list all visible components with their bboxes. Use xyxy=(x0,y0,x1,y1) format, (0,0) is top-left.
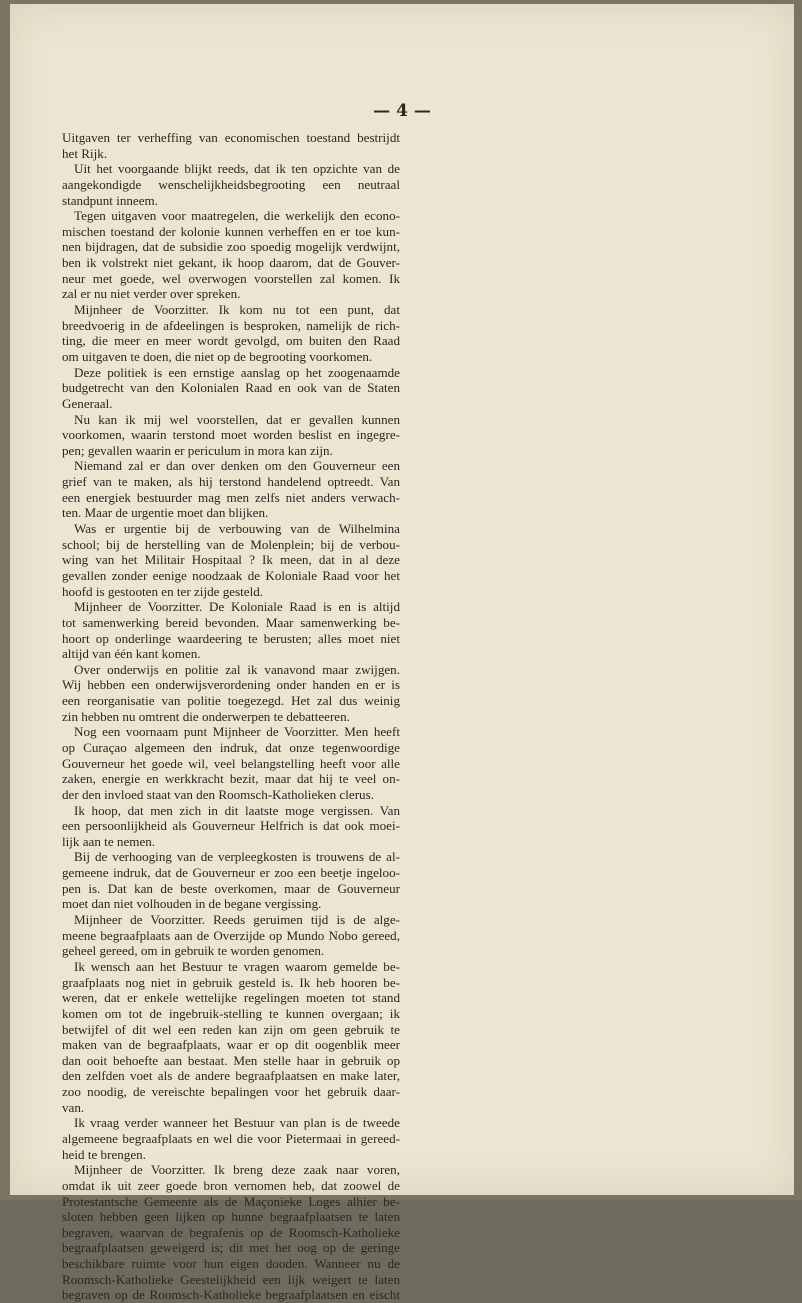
text-line: ten. Maar de urgentie moet dan blijken. xyxy=(62,505,269,521)
text-line: begraven op de Roomsch-Katholieke begraafplaatsen en eischt xyxy=(62,1287,400,1303)
paragraph xyxy=(62,302,400,365)
text-line: gemeene indruk, dat de Gouverneur er zoo een beetje ingeloo- xyxy=(62,865,400,881)
text-line: weren, dat er enkele wettelijke regelingen moeten tot stand xyxy=(62,990,400,1006)
text-line: school; bij de herstelling van de Molenplein; bij de verbou- xyxy=(62,536,400,552)
text-line: ben ik volstrekt niet gekant, ik hoop daarom, dat de Gouver- xyxy=(62,255,400,271)
text-line: aangekondigde wenschelijkheidsbegrooting een neutraal xyxy=(62,176,400,192)
text-line: breedvoerig in de afdeelingen is besproken, namelijk de rich- xyxy=(62,317,400,333)
text-line: betwijfel of dit wel een reden kan zijn om geen gebruik te xyxy=(62,1021,400,1037)
paragraph xyxy=(62,724,400,802)
text-line: meene begraafplaats aan de Overzijde op Mundo Nobo gereed, xyxy=(62,927,400,943)
paragraph xyxy=(62,1115,400,1162)
text-line: Deze politiek is een ernstige aanslag op het zoogenaamde xyxy=(74,364,400,380)
paragraph xyxy=(62,1162,400,1303)
text-line: voorkomen, waarin terstond moet worden beslist en ingegre- xyxy=(62,427,400,443)
text-line: standpunt inneem. xyxy=(62,192,159,208)
text-line: Mijnheer de Voorzitter. Reeds geruimen tijd is de alge- xyxy=(74,912,400,928)
text-line: Generaal. xyxy=(62,395,113,411)
text-line: Nu kan ik mij wel voorstellen, dat er gevallen kunnen xyxy=(74,411,400,427)
text-line: mischen toestand der kolonie kunnen verheffen en er toe kun- xyxy=(62,223,400,239)
text-line: van. xyxy=(62,1099,85,1115)
text-line: maken van de begraafplaats, waar er op dit oogenblik meer xyxy=(62,1037,400,1053)
text-line: budgetrecht van den Kolonialen Raad en ook van de Staten xyxy=(62,380,400,396)
text-line: Tegen uitgaven voor maatregelen, die werkelijk den econo- xyxy=(74,208,400,224)
text-line: Wij hebben een onderwijsverordening onder handen en er is xyxy=(62,677,400,693)
text-line: zal er nu niet verder over spreken. xyxy=(62,286,241,302)
text-line: komen om tot de ingebruik-stelling te kunnen overgaan; ik xyxy=(62,1005,400,1021)
text-line: altijd van één kant komen. xyxy=(62,646,201,662)
text-line: begraven, waarvan de begrafenis op de Roomsch-Katholieke xyxy=(62,1224,400,1240)
text-line: pen; gevallen waarin er periculum in mora kan zijn. xyxy=(62,442,333,458)
page-number: — 4 — xyxy=(373,101,431,121)
paragraph xyxy=(62,959,400,1115)
text-line: geheel gereed, om in gebruik te worden genomen. xyxy=(62,943,325,959)
text-line: omdat ik uit zeer goede bron vernomen heb, dat zoowel de xyxy=(62,1177,400,1193)
text-line: Mijnheer de Voorzitter. Ik kom nu tot een punt, dat xyxy=(74,302,400,318)
text-line: Uit het voorgaande blijkt reeds, dat ik ten opzichte van de xyxy=(74,161,400,177)
paragraph xyxy=(62,161,400,208)
paragraph xyxy=(62,803,400,850)
text-line: om uitgaven te doen, die niet op de begrooting voorkomen. xyxy=(62,348,373,364)
text-line: zoo noodig, de vereischte bepalingen voor het gebruik daar- xyxy=(62,1084,400,1100)
text-line: Was er urgentie bij de verbouwing van de Wilhelmina xyxy=(74,521,400,537)
text-line: Uitgaven ter verheffing van economischen toestand bestrijdt xyxy=(62,130,400,145)
text-line: graafplaats nog niet in gebruik gesteld is. Ik heb hooren be- xyxy=(62,974,400,990)
paragraph xyxy=(62,412,400,459)
text-line: hoofd is gestooten en ter zijde gesteld. xyxy=(62,583,264,599)
text-line: Gouverneur het goede wil, veel belangstelling heeft voor alle xyxy=(62,755,400,771)
text-line: begraafplaatsen geweigerd is; dit met het oog op de geringe xyxy=(62,1240,400,1256)
text-line: Protestantsche Gemeente als de Maçonieke Loges alhier be- xyxy=(62,1193,400,1209)
document-page xyxy=(10,4,794,1303)
text-line: Mijnheer de Voorzitter. Ik breng deze zaak naar voren, xyxy=(74,1162,400,1178)
text-line: wing van het Militair Hospitaal ? Ik meen, dat in al deze xyxy=(62,552,400,568)
text-line: sloten hebben geen lijken op hunne begraafplaatsen te laten xyxy=(62,1209,400,1225)
text-line: Over onderwijs en politie zal ik vanavond maar zwijgen. xyxy=(74,661,400,677)
paragraph xyxy=(62,912,400,959)
text-line: Nog een voornaam punt Mijnheer de Voorzitter. Men heeft xyxy=(74,724,400,740)
text-line: hoort op onderlinge waardeering te berusten; alles moet niet xyxy=(62,630,400,646)
body-text xyxy=(62,130,400,1303)
text-line: beschikbare ruimte voor hun eigen dooden. Wanneer nu de xyxy=(62,1256,400,1272)
text-line: tot samenwerking bereid bevonden. Maar samenwerking be- xyxy=(62,614,400,630)
paragraph xyxy=(62,365,400,412)
paragraph xyxy=(62,458,400,521)
text-line: een persoonlijkheid als Gouverneur Helfrich is dat ook moei- xyxy=(62,818,400,834)
text-line: een reorganisatie van politie toegezegd. Het zal dus weinig xyxy=(62,693,400,709)
text-line: op Curaçao algemeen den indruk, dat onze tegenwoordige xyxy=(62,739,400,755)
text-line: moet dan niet volhouden in de begane vergissing. xyxy=(62,896,322,912)
text-line: gevallen zonder eenige noodzaak de Koloniale Raad voor het xyxy=(62,567,400,583)
text-line: Ik vraag verder wanneer het Bestuur van plan is de tweede xyxy=(74,1115,400,1131)
text-line: Ik hoop, dat men zich in dit laatste moge vergissen. Van xyxy=(74,802,400,818)
text-line: ting, die meer en meer wordt gevolgd, om buiten den Raad xyxy=(62,333,400,349)
text-line: zaken, energie en werkkracht bezit, maar dat hij te veel on- xyxy=(62,771,400,787)
text-line: een energiek bestuurder mag men zelfs niet anders verwach- xyxy=(62,489,400,505)
text-line: Ik wensch aan het Bestuur te vragen waarom gemelde be- xyxy=(74,958,400,974)
text-line: zin hebben nu omtrent die onderwerpen te debatteeren. xyxy=(62,708,350,724)
text-line: neur met goede, wel overwogen voorstellen zal komen. Ik xyxy=(62,270,400,286)
paragraph xyxy=(62,521,400,599)
text-line: pen is. Dat kan de beste overkomen, maar de Gouverneur xyxy=(62,880,400,896)
paragraph xyxy=(62,130,400,161)
text-line: het Rijk. xyxy=(62,145,108,161)
text-line: den zelfden voet als de andere begraafplaatsen en make later, xyxy=(62,1068,400,1084)
text-line: algemeene begraafplaats en wel die voor Pietermaai in gereed- xyxy=(62,1131,400,1146)
paragraph xyxy=(62,849,400,912)
text-line: dan ooit behoefte aan bestaat. Men stelle haar in gebruik op xyxy=(62,1052,400,1068)
text-line: Roomsch-Katholieke Geestelijkheid een lijk weigert te laten xyxy=(62,1271,400,1287)
text-line: Niemand zal er dan over denken om den Gouverneur een xyxy=(74,458,400,474)
text-line: grief van te maken, als hij terstond handelend optreedt. Van xyxy=(62,474,400,490)
paragraph xyxy=(62,208,400,302)
text-line: heid te brengen. xyxy=(62,1146,146,1162)
text-line: Mijnheer de Voorzitter. De Koloniale Raad is en is altijd xyxy=(74,599,400,615)
text-line: der den invloed staat van den Roomsch-Katholieken clerus. xyxy=(62,786,374,802)
text-line: nen bijdragen, dat de subsidie zoo spoedig mogelijk verdwijnt, xyxy=(62,239,400,255)
text-line: lijk aan te nemen. xyxy=(62,833,156,849)
paragraph xyxy=(62,662,400,725)
paragraph xyxy=(62,599,400,662)
text-line: Bij de verhooging van de verpleegkosten is trouwens de al- xyxy=(74,849,400,865)
